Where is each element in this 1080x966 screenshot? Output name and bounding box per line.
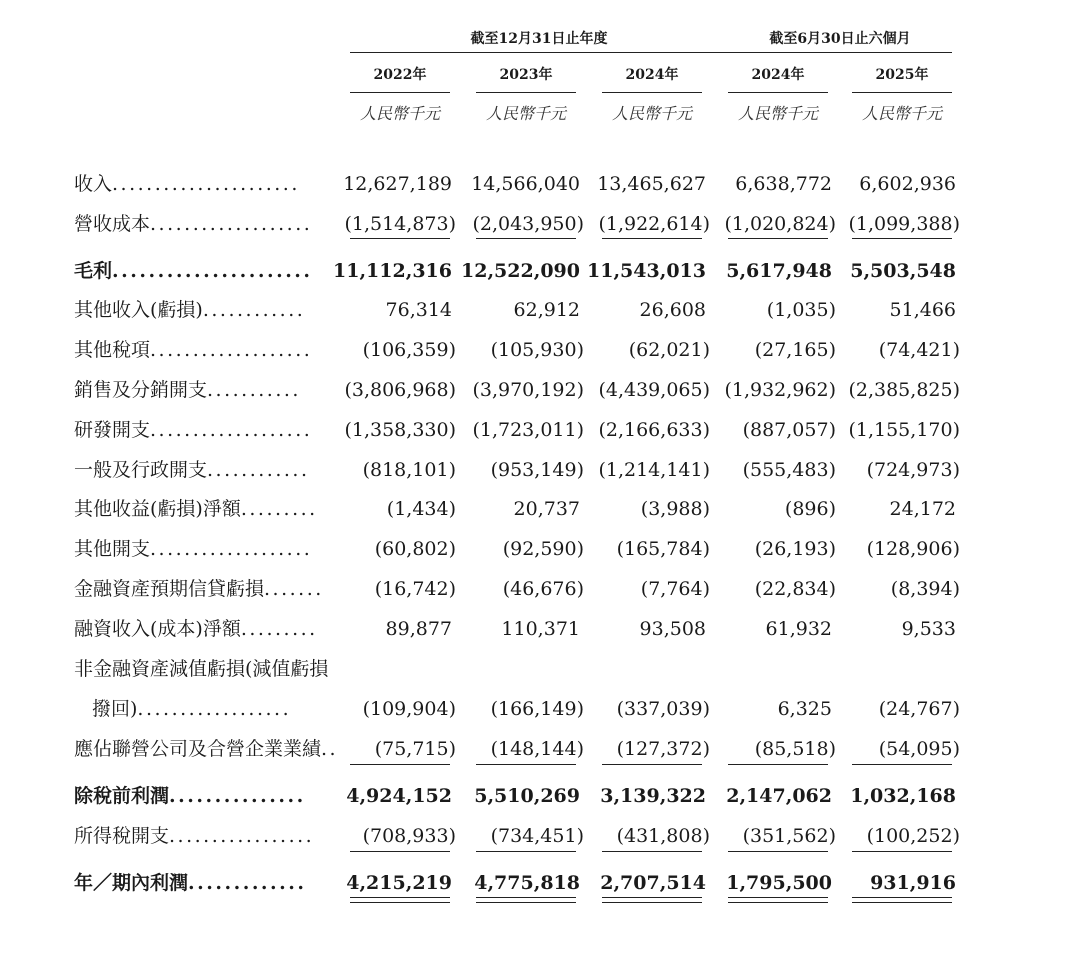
table-cell: (1,035): [766, 299, 836, 321]
leader-dots: ............: [207, 459, 310, 481]
row-label-text: 非金融資產減值虧損(減值虧損: [74, 658, 329, 680]
table-cell: 26,608: [639, 299, 706, 321]
row-label-text: 研發開支: [74, 419, 151, 441]
table-row: [0, 697, 1080, 737]
leader-dots: ..................: [137, 698, 292, 720]
table-row: [0, 212, 1080, 252]
subtotal-rule: [728, 851, 828, 852]
table-cell: 6,602,936: [859, 173, 956, 195]
total-double-rule: [476, 897, 576, 903]
table-cell: (128,906): [866, 538, 960, 560]
table-cell: (1,723,011): [472, 419, 584, 441]
leader-dots: .......: [264, 578, 324, 600]
table-row: [0, 298, 1080, 338]
table-cell: 6,325: [777, 698, 832, 720]
table-cell: (2,166,633): [598, 419, 710, 441]
col-year-2024-interim: 2024年: [751, 67, 805, 83]
subtotal-rule: [728, 238, 828, 239]
table-cell: 93,508: [639, 618, 706, 640]
row-label: [74, 871, 320, 895]
table-cell: 20,737: [513, 498, 580, 520]
table-cell: (1,214,141): [598, 459, 710, 481]
table-cell: (16,742): [374, 578, 456, 600]
col-year-2025-interim: 2025年: [875, 67, 929, 83]
table-cell: 3,139,322: [600, 785, 706, 807]
table-cell: 51,466: [889, 299, 956, 321]
row-label: [74, 172, 320, 196]
subtotal-rule: [602, 764, 702, 765]
leader-dots: ......................: [112, 173, 300, 195]
table-cell: 2,147,062: [726, 785, 832, 807]
col-unit: 人民幣千元: [737, 104, 818, 123]
leader-dots: ...................: [150, 339, 313, 361]
table-cell: 6,638,772: [735, 173, 832, 195]
table-cell: 14,566,040: [471, 173, 580, 195]
table-row: [0, 418, 1080, 458]
table-row: [0, 871, 1080, 911]
table-cell: (1,099,388): [848, 213, 960, 235]
table-cell: 9,533: [901, 618, 956, 640]
table-cell: (22,834): [754, 578, 836, 600]
row-label: [74, 537, 320, 561]
table-cell: 110,371: [501, 618, 580, 640]
table-cell: (109,904): [362, 698, 456, 720]
row-label-text: 其他收入(虧損): [74, 299, 203, 321]
table-cell: (818,101): [362, 459, 456, 481]
table-cell: 12,627,189: [343, 173, 452, 195]
annual-group-header: 截至12月31日止年度: [470, 31, 608, 47]
col-unit: 人民幣千元: [861, 104, 942, 123]
table-cell: (1,434): [386, 498, 456, 520]
table-cell: (1,020,824): [724, 213, 836, 235]
table-cell: 61,932: [765, 618, 832, 640]
row-label-text: 所得稅開支: [74, 825, 170, 847]
table-row: [0, 737, 1080, 777]
leader-dots: ..: [321, 738, 339, 760]
table-cell: (100,252): [866, 825, 960, 847]
table-cell: (75,715): [374, 738, 456, 760]
row-label: [74, 259, 320, 283]
table-cell: 24,172: [889, 498, 956, 520]
col-unit: 人民幣千元: [359, 104, 440, 123]
table-cell: 76,314: [385, 299, 452, 321]
row-label: [74, 577, 324, 601]
row-label-text: 銷售及分銷開支: [74, 379, 208, 401]
table-cell: (734,451): [490, 825, 584, 847]
table-cell: (7,764): [640, 578, 710, 600]
row-label: [74, 737, 339, 761]
annual-group-rule: [350, 52, 728, 53]
table-cell: (4,439,065): [598, 379, 710, 401]
table-cell: 12,522,090: [461, 260, 580, 282]
table-cell: (148,144): [490, 738, 584, 760]
table-cell: (887,057): [742, 419, 836, 441]
table-cell: (2,385,825): [848, 379, 960, 401]
leader-dots: ............: [202, 299, 306, 321]
row-label: [74, 617, 320, 641]
table-cell: (8,394): [890, 578, 960, 600]
table-row: [0, 259, 1080, 299]
table-cell: (953,149): [490, 459, 584, 481]
table-cell: (106,359): [362, 339, 456, 361]
row-label-text: 一般及行政開支: [74, 459, 208, 481]
table-cell: (1,932,962): [724, 379, 836, 401]
row-label-text: 除稅前利潤: [74, 785, 170, 807]
table-cell: (351,562): [742, 825, 836, 847]
table-cell: (555,483): [742, 459, 836, 481]
leader-dots: ...........: [207, 379, 301, 401]
col-rule: [728, 92, 828, 93]
table-cell: (74,421): [878, 339, 960, 361]
table-row: [0, 458, 1080, 498]
table-cell: (24,767): [878, 698, 960, 720]
table-cell: 62,912: [513, 299, 580, 321]
table-row: [0, 378, 1080, 418]
table-row: [0, 537, 1080, 577]
table-row: [0, 172, 1080, 212]
subtotal-rule: [350, 764, 450, 765]
table-cell: 931,916: [870, 872, 956, 894]
table-cell: (46,676): [502, 578, 584, 600]
row-label-text: 撥回): [92, 698, 138, 720]
row-label: [74, 418, 320, 442]
total-double-rule: [602, 897, 702, 903]
col-rule: [350, 92, 450, 93]
interim-group-header: 截至6月30日止六個月: [769, 31, 911, 47]
table-cell: (92,590): [502, 538, 584, 560]
table-cell: (1,922,614): [598, 213, 710, 235]
table-cell: (896): [784, 498, 836, 520]
table-cell: 1,795,500: [726, 872, 832, 894]
row-label: [92, 697, 338, 721]
table-row: [0, 338, 1080, 378]
subtotal-rule: [350, 851, 450, 852]
table-cell: (708,933): [362, 825, 456, 847]
table-cell: (166,149): [490, 698, 584, 720]
table-cell: 11,112,316: [333, 260, 452, 282]
table-cell: (1,155,170): [848, 419, 960, 441]
table-cell: 5,503,548: [850, 260, 956, 282]
col-unit: 人民幣千元: [485, 104, 566, 123]
row-label: [74, 458, 320, 482]
row-label: [74, 378, 320, 402]
leader-dots: .................: [169, 825, 315, 847]
table-cell: (26,193): [754, 538, 836, 560]
table-cell: (127,372): [616, 738, 710, 760]
subtotal-rule: [476, 764, 576, 765]
col-rule: [476, 92, 576, 93]
row-label-text: 金融資產預期信貸虧損: [74, 578, 265, 600]
row-label-text: 營收成本: [74, 213, 151, 235]
table-cell: 5,617,948: [726, 260, 832, 282]
table-cell: (3,988): [640, 498, 710, 520]
table-cell: 4,775,818: [474, 872, 580, 894]
table-cell: (54,095): [878, 738, 960, 760]
leader-dots: ...................: [150, 419, 313, 441]
col-rule: [852, 92, 952, 93]
col-unit: 人民幣千元: [611, 104, 692, 123]
table-cell: (165,784): [616, 538, 710, 560]
table-cell: 2,707,514: [600, 872, 706, 894]
row-label: [74, 497, 320, 521]
leader-dots: ...............: [169, 785, 306, 807]
row-label-text: 年／期內利潤: [74, 872, 189, 894]
table-cell: (3,806,968): [344, 379, 456, 401]
subtotal-rule: [350, 238, 450, 239]
row-label: [74, 212, 320, 236]
table-row: [0, 497, 1080, 537]
table-cell: 4,924,152: [346, 785, 452, 807]
subtotal-rule: [476, 851, 576, 852]
row-label-text: 其他開支: [74, 538, 151, 560]
total-double-rule: [350, 897, 450, 903]
table-cell: (105,930): [490, 339, 584, 361]
table-cell: (62,021): [628, 339, 710, 361]
table-cell: (3,970,192): [472, 379, 584, 401]
table-cell: (27,165): [754, 339, 836, 361]
row-label-text: 應佔聯營公司及合營企業業績: [74, 738, 322, 760]
col-year-2023: 2023年: [499, 67, 553, 83]
table-row: [0, 657, 1080, 697]
row-label: [74, 824, 320, 848]
table-cell: (1,358,330): [344, 419, 456, 441]
leader-dots: .............: [188, 872, 307, 894]
subtotal-rule: [728, 764, 828, 765]
table-cell: (2,043,950): [472, 213, 584, 235]
table-cell: 89,877: [385, 618, 452, 640]
row-label-text: 其他稅項: [74, 339, 151, 361]
row-label: [74, 338, 320, 362]
row-label: [74, 657, 329, 681]
subtotal-rule: [852, 764, 952, 765]
leader-dots: .........: [240, 618, 318, 640]
subtotal-rule: [602, 238, 702, 239]
table-cell: (724,973): [866, 459, 960, 481]
table-cell: 11,543,013: [587, 260, 706, 282]
table-cell: (1,514,873): [344, 213, 456, 235]
subtotal-rule: [476, 238, 576, 239]
row-label: [74, 784, 320, 808]
leader-dots: ......................: [112, 260, 313, 282]
col-year-2022: 2022年: [373, 67, 427, 83]
interim-group-rule: [728, 52, 952, 53]
table-cell: 5,510,269: [474, 785, 580, 807]
total-double-rule: [852, 897, 952, 903]
table-row: [0, 784, 1080, 824]
leader-dots: .........: [240, 498, 318, 520]
table-cell: 1,032,168: [850, 785, 956, 807]
table-cell: (337,039): [616, 698, 710, 720]
col-rule: [602, 92, 702, 93]
table-cell: 4,215,219: [346, 872, 452, 894]
row-label: [74, 298, 320, 322]
row-label-text: 其他收益(虧損)淨額: [74, 498, 241, 520]
subtotal-rule: [602, 851, 702, 852]
row-label-text: 融資收入(成本)淨額: [74, 618, 241, 640]
table-cell: (85,518): [754, 738, 836, 760]
subtotal-rule: [852, 851, 952, 852]
table-row: [0, 617, 1080, 657]
subtotal-rule: [852, 238, 952, 239]
leader-dots: ...................: [150, 538, 313, 560]
row-label-text: 毛利: [74, 260, 113, 282]
table-cell: 13,465,627: [597, 173, 706, 195]
table-row: [0, 577, 1080, 617]
leader-dots: ...................: [150, 213, 313, 235]
table-cell: (60,802): [374, 538, 456, 560]
col-year-2024: 2024年: [625, 67, 679, 83]
total-double-rule: [728, 897, 828, 903]
table-cell: (431,808): [616, 825, 710, 847]
table-row: [0, 824, 1080, 864]
row-label-text: 收入: [74, 173, 113, 195]
